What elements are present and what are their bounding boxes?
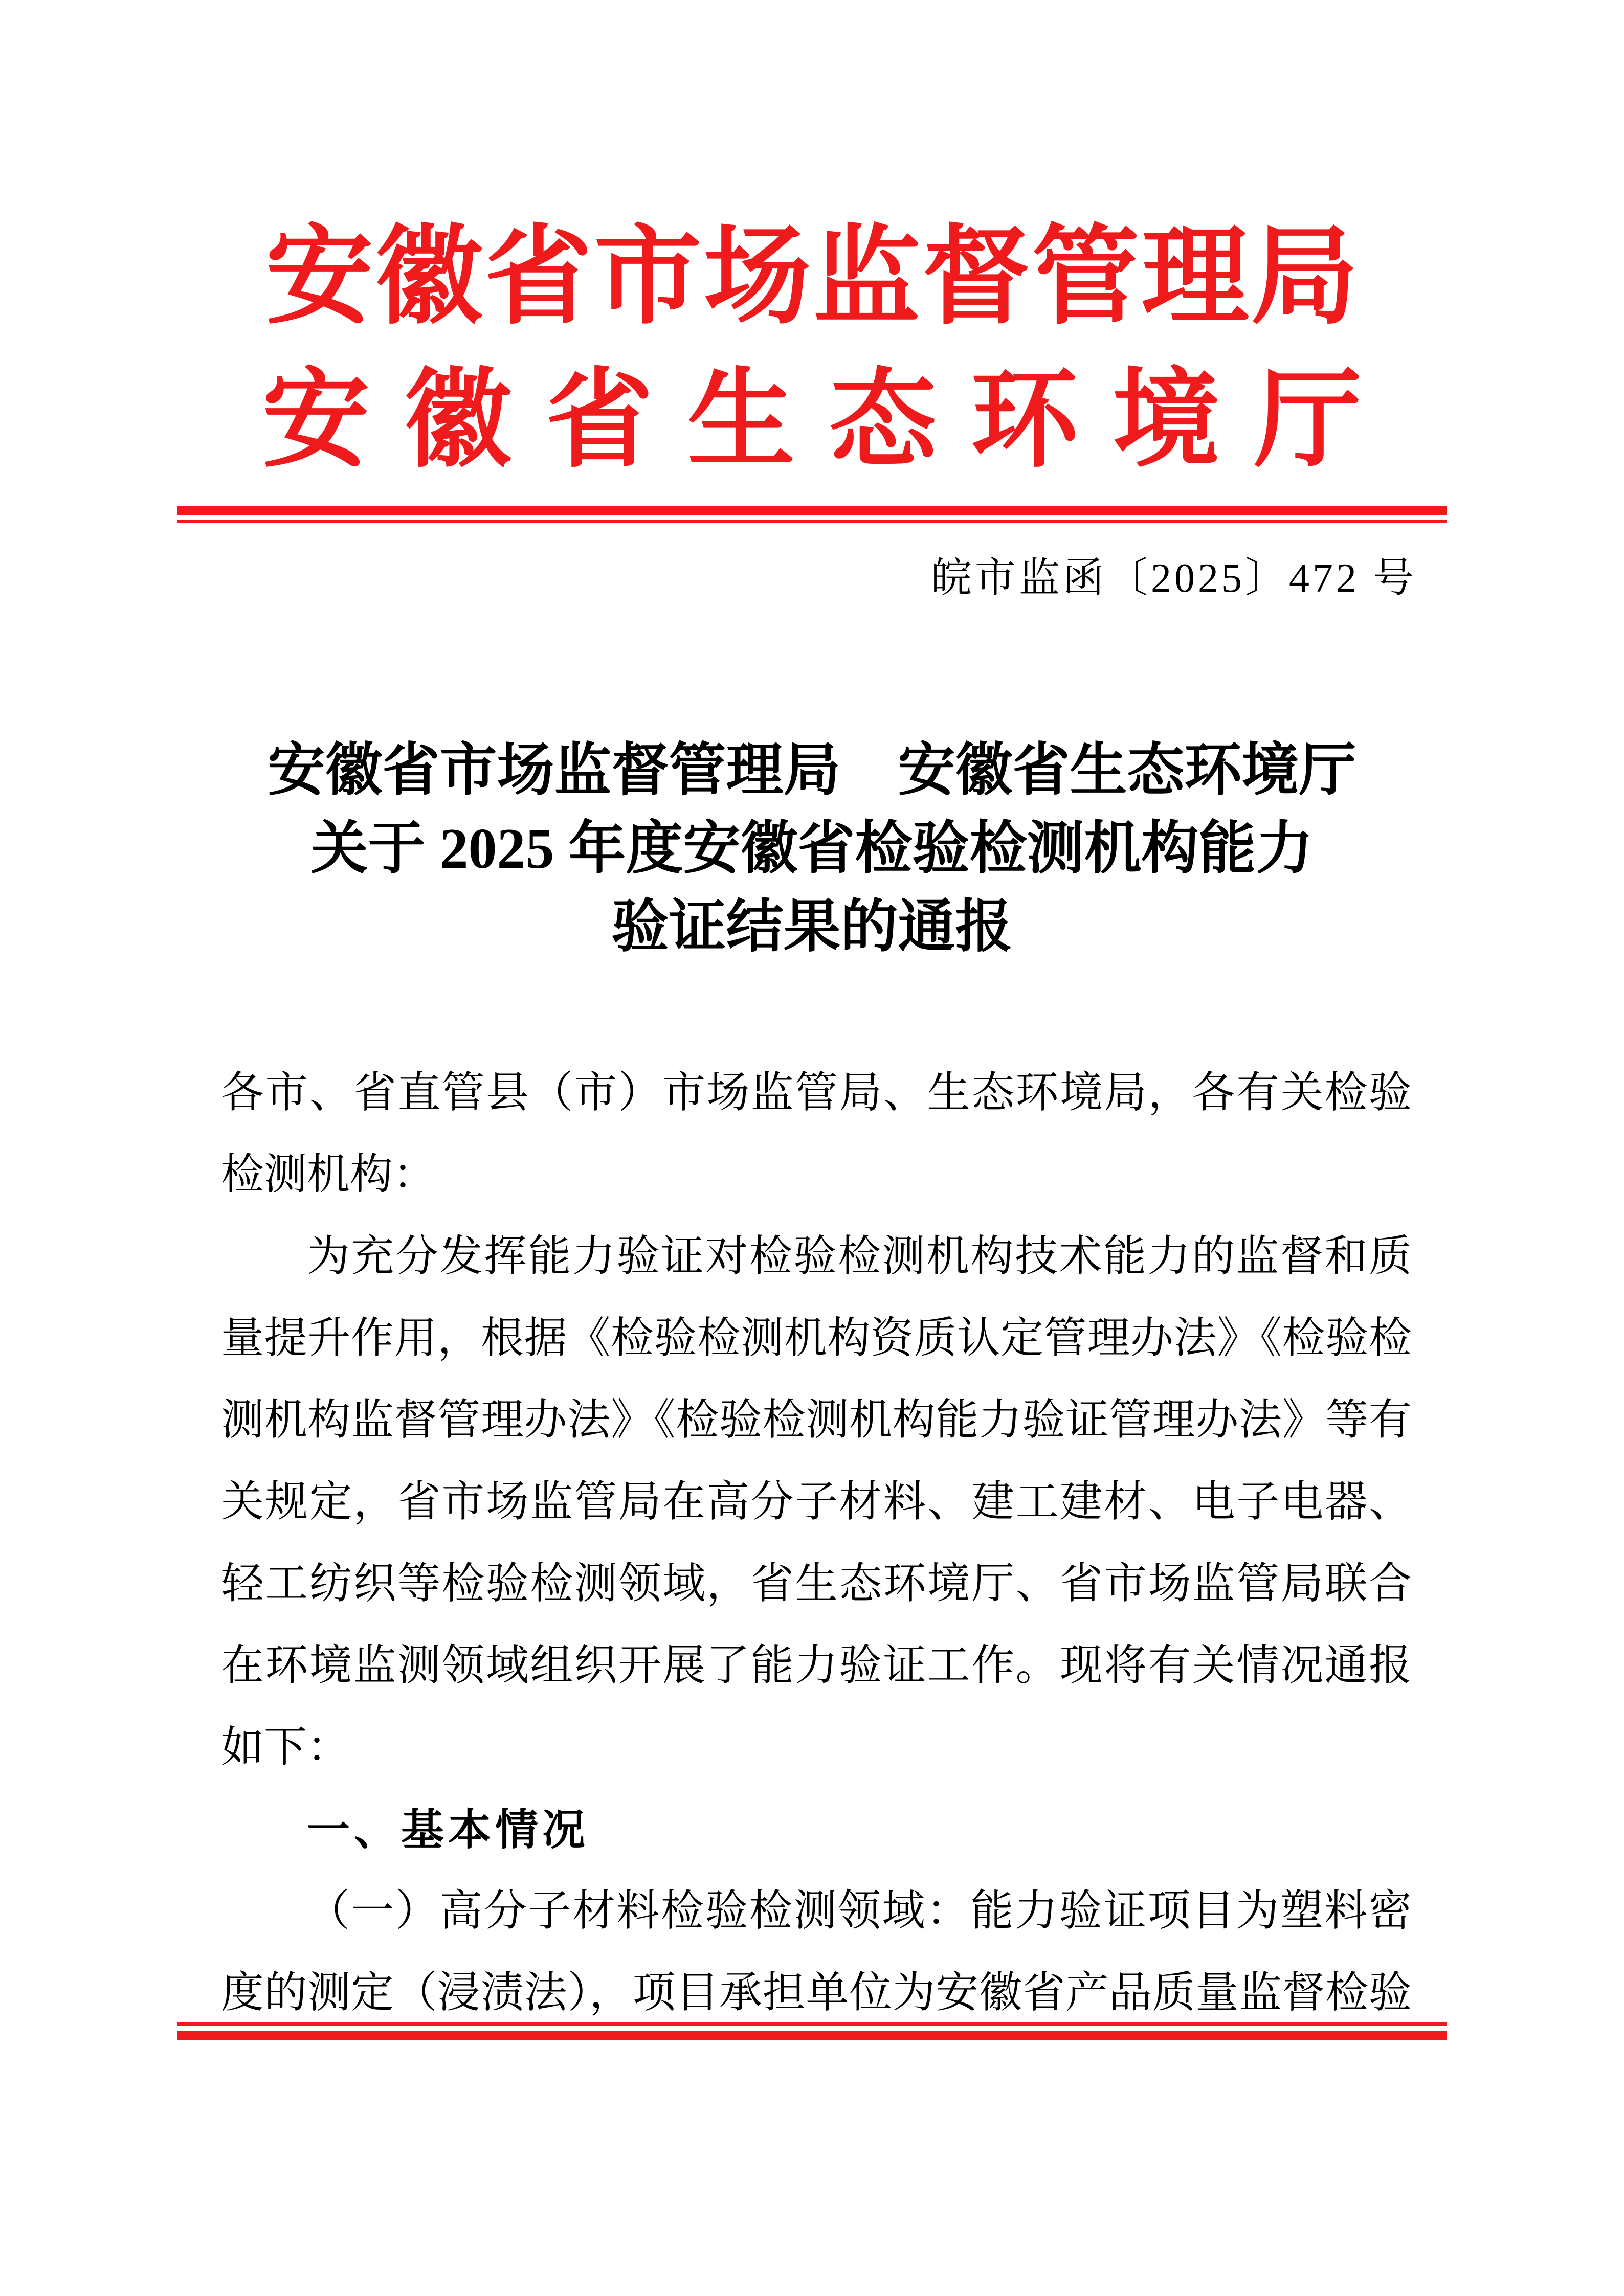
letterhead (177, 0, 1447, 485)
title-line-2: 关于 2025 年度安徽省检验检测机构能力 (310, 817, 1314, 881)
body-line: 关规定，省市场监管局在高分子材料、建工建材、电子电器、 (221, 1478, 1412, 1526)
section-heading: 一、基本情况 (307, 1806, 590, 1854)
body-line: （一）高分子材料检验检测领域：能力验证项目为塑料密 (307, 1887, 1412, 1935)
body-line: 各市、省直管县（市）市场监管局、生态环境局，各有关检验 (221, 1069, 1412, 1117)
body-line: 检测机构： (221, 1151, 436, 1199)
body-line: 在环境监测领域组织开展了能力验证工作。现将有关情况通报 (221, 1642, 1412, 1690)
document-content (177, 0, 1447, 2034)
document-title (177, 732, 1447, 966)
body-line: 量提升作用，根据《检验检测机构资质认定管理办法》《检验检 (221, 1315, 1412, 1362)
footer-separator-thin-line (177, 2022, 1447, 2026)
body-line: 度的测定（浸渍法），项目承担单位为安徽省产品质量监督检验 (221, 1969, 1412, 2017)
title-line-1: 安徽省市场监督管理局 安徽省生态环境厅 (268, 739, 1356, 802)
title-line-3: 验证结果的通报 (611, 895, 1013, 959)
letterhead-line2: 安徽省生态环境厅 (262, 362, 1396, 480)
body-line: 如下： (221, 1724, 350, 1771)
header-separator-thin-line (177, 520, 1447, 523)
letterhead-line1: 安徽省市场监督管理局 (265, 218, 1361, 337)
header-separator-gap (177, 515, 1447, 520)
document-number: 皖市监函〔2025〕472 号 (931, 556, 1417, 601)
body-line: 为充分发挥能力验证对检验检测机构技术能力的监督和质 (307, 1233, 1412, 1280)
body-line: 测机构监督管理办法》《检验检测机构能力验证管理办法》等有 (221, 1397, 1412, 1444)
body-line: 轻工纺织等检验检测领域，省生态环境厅、省市场监管局联合 (221, 1560, 1412, 1608)
footer-separator-thick-line (177, 2031, 1447, 2040)
body-text (177, 1052, 1447, 2034)
header-separator-thick-line (177, 506, 1447, 515)
header-separator (177, 506, 1447, 523)
footer-separator (177, 2022, 1447, 2040)
footer-separator-gap (177, 2026, 1447, 2031)
